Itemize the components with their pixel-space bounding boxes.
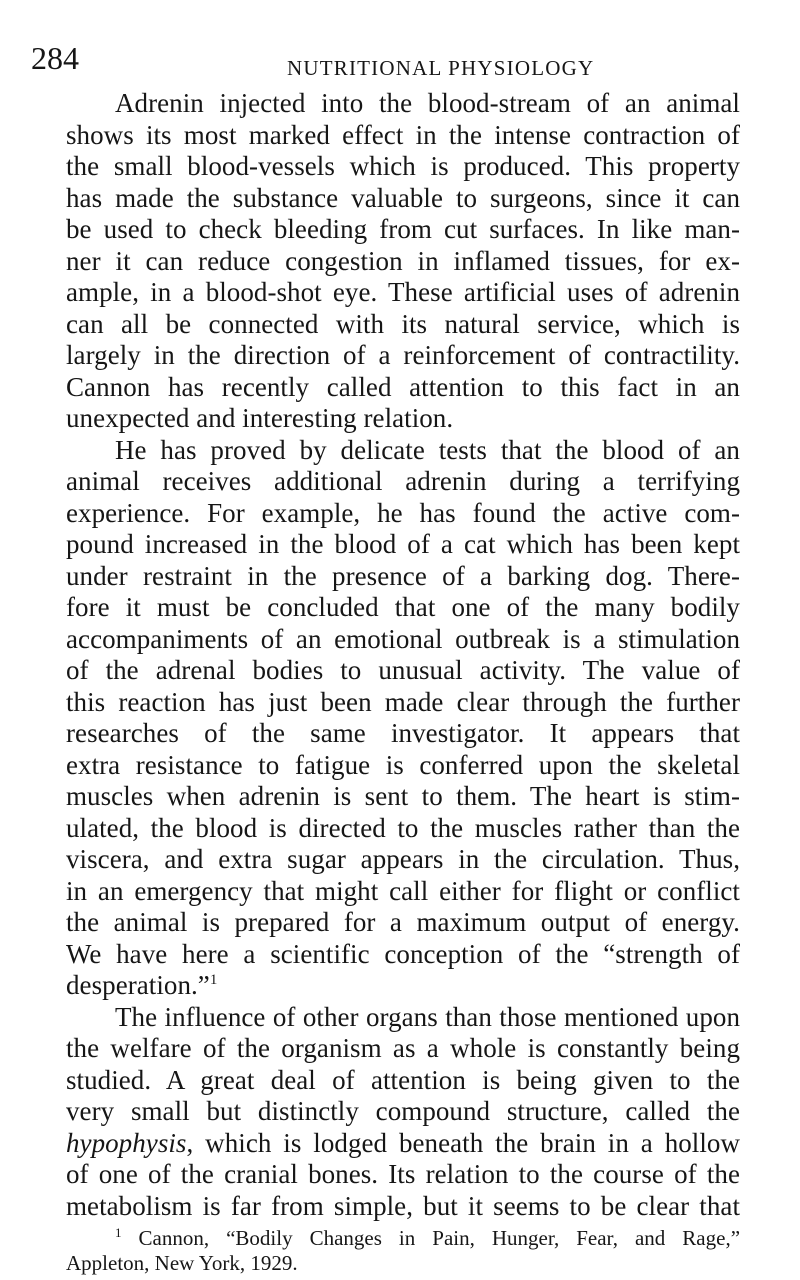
- text-line: pound increased in the blood of a cat which has been kept: [66, 529, 740, 559]
- text-line: the animal is prepared for a maximum output of energy.: [66, 907, 740, 937]
- text-fragment: , which is lodged beneath the brain in a hollow: [186, 1128, 740, 1158]
- text-line: The influence of other organs than those mentioned upon: [115, 1002, 740, 1032]
- text-line: ample, in a blood-shot eye. These artificial uses of adrenin: [66, 277, 740, 307]
- text-line: largely in the direction of a reinforcement of contractility.: [66, 340, 740, 370]
- text-line: this reaction has just been made clear through the further: [66, 687, 740, 717]
- text-line: We have here a scientific conception of the “strength of: [66, 939, 740, 969]
- text-line-with-footnote-ref: [66, 969, 217, 1001]
- text-line: the welfare of the organism as a whole is constantly being: [66, 1033, 740, 1063]
- text-line: extra resistance to fatigue is conferred upon the skeletal: [66, 750, 740, 780]
- text-line: ner it can reduce congestion in inflamed tissues, for ex-: [66, 246, 740, 276]
- text-line: metabolism is far from simple, but it seems to be clear that: [66, 1191, 740, 1221]
- page-number: 284: [31, 40, 79, 76]
- footnote-line: Appleton, New York, 1929.: [66, 1251, 298, 1275]
- footnote-marker: 1: [115, 1225, 122, 1240]
- text-line: shows its most marked effect in the intense contraction of: [66, 120, 740, 150]
- text-line: under restraint in the presence of a barking dog. There-: [66, 561, 740, 591]
- text-line-with-italic-term: [66, 1127, 740, 1159]
- text-line: Adrenin injected into the blood-stream of an animal: [115, 88, 740, 118]
- text-line: has made the substance valuable to surgeons, since it can: [66, 183, 740, 213]
- text-line: He has proved by delicate tests that the blood of an: [115, 435, 740, 465]
- text-line: unexpected and interesting relation.: [66, 403, 454, 433]
- text-line: experience. For example, he has found the active com-: [66, 498, 740, 528]
- italic-term: hypophysis: [66, 1128, 187, 1158]
- text-line: muscles when adrenin is sent to them. The heart is stim-: [66, 781, 740, 811]
- text-line: of the adrenal bodies to unusual activity. The value of: [66, 655, 740, 685]
- text-line: of one of the cranial bones. Its relation to the course of the: [66, 1159, 740, 1189]
- text-fragment: desperation.”: [66, 970, 210, 1000]
- text-line: researches of the same investigator. It appears that: [66, 718, 740, 748]
- text-line: very small but distinctly compound structure, called the: [66, 1096, 740, 1126]
- text-line: Cannon has recently called attention to this fact in an: [66, 372, 740, 402]
- text-line: animal receives additional adrenin during a terrifying: [66, 466, 740, 496]
- footnote-line: [115, 1225, 740, 1251]
- footnote-reference: 1: [209, 972, 218, 988]
- text-line: the small blood-vessels which is produced. This property: [66, 151, 740, 181]
- text-line: accompaniments of an emotional outbreak is a stimulation: [66, 624, 740, 654]
- text-line: in an emergency that might call either for flight or conflict: [66, 876, 740, 906]
- text-line: ulated, the blood is directed to the muscles rather than the: [66, 813, 740, 843]
- footnote-text: Cannon, “Bodily Changes in Pain, Hunger, Fear, and Rage,”: [138, 1226, 741, 1250]
- text-line: can all be connected with its natural service, which is: [66, 309, 740, 339]
- text-line: viscera, and extra sugar appears in the circulation. Thus,: [66, 844, 740, 874]
- text-line: studied. A great deal of attention is being given to the: [66, 1065, 740, 1095]
- text-line: fore it must be concluded that one of the many bodily: [66, 592, 740, 622]
- text-line: be used to check bleeding from cut surfaces. In like man-: [66, 214, 740, 244]
- running-head: NUTRITIONAL PHYSIOLOGY: [287, 56, 595, 80]
